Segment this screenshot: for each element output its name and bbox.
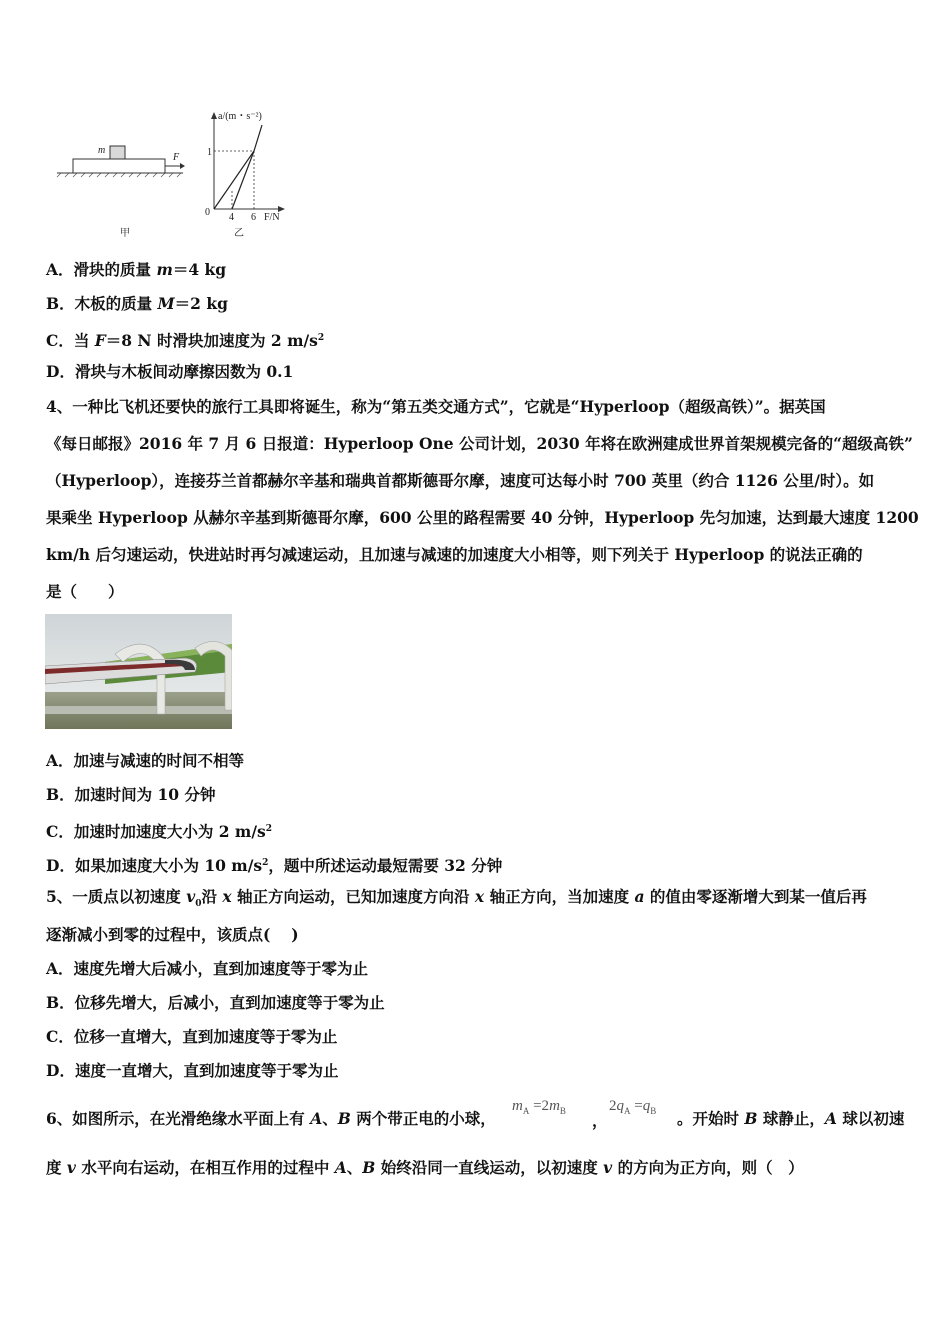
formula-mass-ratio: $m_A =2m_B$ — [512, 1098, 566, 1116]
q4-line-4: 果乘坐 Hyperloop 从赫尔辛基到斯德哥尔摩，600 公里的路程需要 40 分钟，Hyperloop 先匀加速，达到最大速度 1200 — [46, 508, 919, 527]
figure-yi — [198, 105, 298, 245]
mass-label: m — [98, 145, 106, 156]
block — [110, 146, 125, 159]
q3-option-d: D．滑块与木板间动摩擦因数为 0.1 — [46, 362, 294, 381]
figure-jia-label: 甲 — [120, 228, 130, 239]
q5-option-c: C．位移一直增大，直到加速度等于零为止 — [46, 1027, 338, 1046]
line-upper — [214, 125, 262, 209]
x-axis-label: F/N — [264, 212, 280, 223]
figure-jia — [55, 140, 195, 240]
x-tick-4: 4 — [229, 212, 234, 223]
hyperloop-illustration — [45, 614, 232, 729]
force-label: F — [173, 152, 180, 163]
q4-option-d: D．如果加速度大小为 10 $m/s^2$，题中所述运动最短需要 32 分钟 — [46, 856, 503, 876]
y-axis-label: a/(m・s⁻²) — [218, 111, 262, 122]
q4-line-1: 4、一种比飞机还要快的旅行工具即将诞生，称为“第五类交通方式”，它就是“Hyperloop（超级高铁）”。据英国 — [46, 397, 826, 416]
q4-line-6: 是（ ） — [46, 582, 124, 601]
y-tick-1: 1 — [207, 147, 212, 158]
x-tick-6: 6 — [251, 212, 256, 223]
figure-yi-graph — [198, 105, 298, 245]
line-lower — [232, 151, 254, 209]
q4-option-a: A．加速与减速的时间不相等 — [46, 751, 245, 770]
q3-option-b: B．木板的质量 M＝2 kg — [46, 294, 228, 313]
q5-option-b: B．位移先增大，后减小，直到加速度等于零为止 — [46, 993, 385, 1012]
q3-option-c: C．当 F＝8 N 时滑块加速度为 2 $m/s^2$ — [46, 331, 325, 351]
formula-charge-ratio: $2q_A =q_B$ — [609, 1098, 657, 1116]
board — [73, 159, 165, 173]
q6-comma: ， — [592, 1111, 608, 1130]
q6-line-2: 度 v 水平向右运动，在相互作用的过程中 A、B 始终沿同一直线运动，以初速度 v 的方向为正方向，则（ ） — [46, 1158, 804, 1177]
q5-line-2: 逐渐减小到零的过程中，该质点( ) — [46, 925, 299, 944]
figure-jia-drawing — [55, 140, 195, 240]
origin-label: 0 — [205, 207, 210, 218]
q5-line-1: 5、一质点以初速度 $v_0$沿 x 轴正方向运动，已知加速度方向沿 x 轴正方向，当加速度 a 的值由零逐渐增大到某一值后再 — [46, 887, 867, 910]
q4-line-3: （Hyperloop），连接芬兰首都赫尔辛基和瑞典首都斯德哥尔摩，速度可达每小时 700 英里（约合 1126 公里/时）。如 — [46, 471, 875, 490]
hyperloop-photo — [45, 614, 232, 729]
q5-option-d: D．速度一直增大，直到加速度等于零为止 — [46, 1061, 339, 1080]
q4-line-2: 《每日邮报》2016 年 7 月 6 日报道：Hyperloop One 公司计划，2030 年将在欧洲建成世界首架规模完备的“超级高铁” — [46, 434, 913, 453]
q4-option-b: B．加速时间为 10 分钟 — [46, 785, 216, 804]
q4-option-c: C．加速时加速度大小为 2 $m/s^2$ — [46, 822, 272, 842]
q6-line-1-end: 。开始时 B 球静止，A 球以初速 — [677, 1109, 905, 1128]
q3-option-a: A．滑块的质量 m＝4 kg — [46, 260, 227, 279]
figure-yi-label: 乙 — [234, 228, 244, 239]
q5-option-a: A．速度先增大后减小，直到加速度等于零为止 — [46, 959, 369, 978]
q4-line-5: km/h 后匀速运动，快进站时再匀减速运动，且加速与减速的加速度大小相等，则下列关于 Hyperloop 的说法正确的 — [46, 545, 863, 564]
q6-line-1: 6、如图所示，在光滑绝缘水平面上有 A、B 两个带正电的小球， — [46, 1109, 496, 1128]
